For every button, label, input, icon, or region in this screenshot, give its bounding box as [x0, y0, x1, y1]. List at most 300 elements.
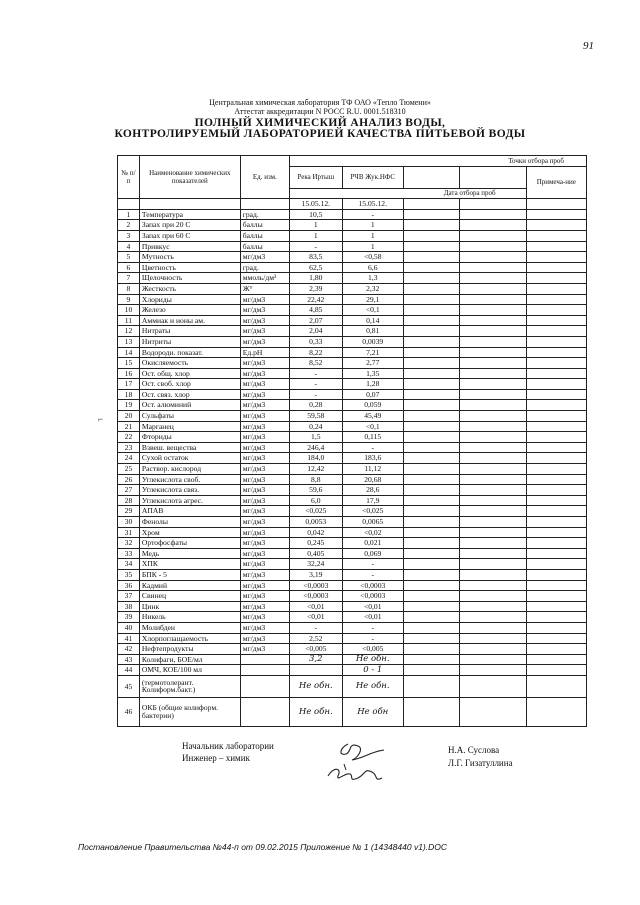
- parameter-name: ОКБ (общие колиформ. бактерии): [139, 697, 240, 726]
- unit: мг/дм3: [240, 506, 289, 517]
- parameter-name: Мутность: [139, 252, 240, 263]
- empty-cell: [526, 421, 586, 432]
- sig-name-suslova: Н.А. Суслова: [448, 745, 500, 755]
- row-number: 39: [118, 612, 140, 623]
- empty-cell: [403, 379, 459, 390]
- table-row: [118, 697, 587, 726]
- empty-cell: [403, 241, 459, 252]
- empty-cell: [526, 559, 586, 570]
- row-number: 37: [118, 591, 140, 602]
- value-river: 0,245: [290, 538, 343, 549]
- value-rchv: <0,01: [342, 601, 403, 612]
- empty-cell: [526, 400, 586, 411]
- table-row: [118, 612, 587, 623]
- parameter-name: Нитриты: [139, 336, 240, 347]
- value-rchv: -: [342, 559, 403, 570]
- parameter-name: Водородн. показат.: [139, 347, 240, 358]
- empty-cell: [403, 252, 459, 263]
- value-river: 2,52: [290, 633, 343, 644]
- empty-cell: [403, 548, 459, 559]
- table-row: [118, 474, 587, 485]
- value-river: <0,01: [290, 612, 343, 623]
- table-row: [118, 252, 587, 263]
- parameter-name: ХПК: [139, 559, 240, 570]
- parameter-name: Запах при 60 С: [139, 230, 240, 241]
- value-rchv: 45,49: [342, 411, 403, 422]
- value-rchv: 6,6: [342, 262, 403, 273]
- empty-cell: [459, 453, 526, 464]
- table-row: [118, 230, 587, 241]
- unit: Ед.pH: [240, 347, 289, 358]
- unit: мг/дм3: [240, 612, 289, 623]
- empty-cell: [526, 601, 586, 612]
- unit: мг/дм3: [240, 432, 289, 443]
- empty-cell: [526, 305, 586, 316]
- value-river: 0,28: [290, 400, 343, 411]
- value-rchv: 0,021: [342, 538, 403, 549]
- value-rchv: 1: [342, 230, 403, 241]
- empty-cell: [526, 474, 586, 485]
- value-rchv: <0,1: [342, 305, 403, 316]
- empty-cell: [459, 400, 526, 411]
- value-river: <0,005: [290, 644, 343, 655]
- empty-cell: [403, 517, 459, 528]
- table-row: [118, 315, 587, 326]
- row-number: 20: [118, 411, 140, 422]
- unit: мг/дм3: [240, 315, 289, 326]
- empty-cell: [526, 665, 586, 676]
- empty-cell: [459, 622, 526, 633]
- empty-cell: [526, 315, 586, 326]
- value-river: 1: [290, 230, 343, 241]
- parameter-name: Взвеш. вещества: [139, 442, 240, 453]
- row-number: 21: [118, 421, 140, 432]
- row-number: 2: [118, 220, 140, 231]
- empty-cell: [459, 697, 526, 726]
- empty-cell: [526, 538, 586, 549]
- value-river: 246,4: [290, 442, 343, 453]
- empty-cell: [526, 389, 586, 400]
- value-rchv: 1,28: [342, 379, 403, 390]
- value-rchv: <0,025: [342, 506, 403, 517]
- empty-cell: [526, 411, 586, 422]
- table-row: [118, 347, 587, 358]
- empty-cell: [459, 644, 526, 655]
- handwritten-signature-icon: [318, 738, 398, 788]
- value-rchv: 0,07: [342, 389, 403, 400]
- row-number: 35: [118, 569, 140, 580]
- table-row: [118, 326, 587, 337]
- unit: мг/дм3: [240, 601, 289, 612]
- row-number: 36: [118, 580, 140, 591]
- empty-cell: [459, 633, 526, 644]
- row-number: 4: [118, 241, 140, 252]
- unit: баллы: [240, 241, 289, 252]
- value-rchv: <0,58: [342, 252, 403, 263]
- value-rchv: <0,005: [342, 644, 403, 655]
- doc-title-line1: ПОЛНЫЙ ХИМИЧЕСКИЙ АНАЛИЗ ВОДЫ,: [194, 117, 446, 129]
- empty-cell: [459, 548, 526, 559]
- parameter-name: Фториды: [139, 432, 240, 443]
- parameter-name: Медь: [139, 548, 240, 559]
- empty-cell: [459, 506, 526, 517]
- unit: мг/дм3: [240, 464, 289, 475]
- value-rchv: 1: [342, 220, 403, 231]
- empty-cell: [459, 665, 526, 676]
- table-row: [118, 358, 587, 369]
- empty-cell: [459, 294, 526, 305]
- empty-cell: [459, 601, 526, 612]
- value-rchv: -: [342, 442, 403, 453]
- unit: мг/дм3: [240, 559, 289, 570]
- row-number: 29: [118, 506, 140, 517]
- value-river: 22,42: [290, 294, 343, 305]
- empty-cell: [459, 305, 526, 316]
- unit: баллы: [240, 230, 289, 241]
- parameter-name: БПК - 5: [139, 569, 240, 580]
- empty-cell: [526, 580, 586, 591]
- value-river: 0,24: [290, 421, 343, 432]
- empty-cell: [526, 633, 586, 644]
- value-river: <0,0003: [290, 580, 343, 591]
- empty-cell: [403, 559, 459, 570]
- parameter-name: Сухой остаток: [139, 453, 240, 464]
- row-number: 3: [118, 230, 140, 241]
- empty-cell: [403, 697, 459, 726]
- header-dates: Дата отбора проб: [290, 188, 527, 199]
- empty-cell: [526, 432, 586, 443]
- table-row: [118, 336, 587, 347]
- unit: [240, 654, 289, 665]
- parameter-name: Кадмий: [139, 580, 240, 591]
- empty-cell: [403, 527, 459, 538]
- empty-cell: [459, 580, 526, 591]
- table-row: [118, 654, 587, 665]
- value-river: 59,58: [290, 411, 343, 422]
- value-river: 2,04: [290, 326, 343, 337]
- row-number: 12: [118, 326, 140, 337]
- empty-cell: [403, 230, 459, 241]
- value-rchv: <0,0003: [342, 591, 403, 602]
- value-river: 32,24: [290, 559, 343, 570]
- row-number: 22: [118, 432, 140, 443]
- empty-cell: [526, 209, 586, 220]
- value-rchv: 0,115: [342, 432, 403, 443]
- value-river: 6,0: [290, 495, 343, 506]
- value-river: 2,39: [290, 283, 343, 294]
- empty-cell: [403, 262, 459, 273]
- value-rchv: <0,01: [342, 612, 403, 623]
- table-row: [118, 464, 587, 475]
- value-rchv: <0,02: [342, 527, 403, 538]
- empty-cell: [403, 389, 459, 400]
- row-number: 14: [118, 347, 140, 358]
- unit: мг/дм3: [240, 442, 289, 453]
- value-river: <0,0003: [290, 591, 343, 602]
- value-rchv: 2,32: [342, 283, 403, 294]
- unit: мг/дм3: [240, 633, 289, 644]
- empty-cell: [526, 220, 586, 231]
- empty-cell: [459, 315, 526, 326]
- row-number: 13: [118, 336, 140, 347]
- value-river: -: [290, 389, 343, 400]
- empty-cell: [526, 464, 586, 475]
- value-rchv: 183,6: [342, 453, 403, 464]
- table-row: [118, 389, 587, 400]
- empty-cell: [459, 262, 526, 273]
- unit: мг/дм3: [240, 527, 289, 538]
- unit: мг/дм3: [240, 379, 289, 390]
- empty-cell: [403, 612, 459, 623]
- parameter-name: (термотолерант. Колиформ.бакт.): [139, 675, 240, 697]
- table-row: [118, 305, 587, 316]
- empty-cell: [526, 347, 586, 358]
- value-rchv: 29,1: [342, 294, 403, 305]
- parameter-name: Марганец: [139, 421, 240, 432]
- header-empty-col4: [459, 166, 526, 188]
- table-row: [118, 432, 587, 443]
- parameter-name: Углекислота агрес.: [139, 495, 240, 506]
- unit: мг/дм3: [240, 389, 289, 400]
- unit: мг/дм3: [240, 517, 289, 528]
- empty-cell: [526, 273, 586, 284]
- table-row: [118, 294, 587, 305]
- unit: мг/дм3: [240, 421, 289, 432]
- row-number: 46: [118, 697, 140, 726]
- table-row: [118, 675, 587, 697]
- header-num: № п/п: [118, 156, 140, 199]
- empty-cell: [403, 601, 459, 612]
- table-row: [118, 665, 587, 676]
- table-row: [118, 273, 587, 284]
- unit: мг/дм3: [240, 644, 289, 655]
- empty-cell: [403, 209, 459, 220]
- value-rchv: 20,68: [342, 474, 403, 485]
- parameter-name: Углекислота связ.: [139, 485, 240, 496]
- empty-cell: [403, 400, 459, 411]
- value-rchv: -: [342, 569, 403, 580]
- value-rchv: 0,0065: [342, 517, 403, 528]
- value-river: 2,07: [290, 315, 343, 326]
- empty-cell: [403, 421, 459, 432]
- empty-cell: [526, 336, 586, 347]
- table-row: [118, 601, 587, 612]
- empty-cell: [459, 464, 526, 475]
- empty-cell: [526, 622, 586, 633]
- row-number: 40: [118, 622, 140, 633]
- empty-cell: [526, 379, 586, 390]
- table-row: [118, 220, 587, 231]
- value-river: [290, 665, 343, 676]
- unit: мг/дм3: [240, 453, 289, 464]
- row-number: 26: [118, 474, 140, 485]
- accreditation: Аттестат аккредитации N РОСС R.U. 0001.518310: [234, 107, 406, 116]
- empty-cell: [403, 411, 459, 422]
- empty-cell: [403, 358, 459, 369]
- empty-cell: [403, 485, 459, 496]
- empty-cell: [403, 591, 459, 602]
- parameter-name: Цветность: [139, 262, 240, 273]
- row-number: 31: [118, 527, 140, 538]
- unit: Ж°: [240, 283, 289, 294]
- value-rchv: 7,21: [342, 347, 403, 358]
- empty-cell: [459, 538, 526, 549]
- empty-cell: [403, 347, 459, 358]
- unit: мг/дм3: [240, 580, 289, 591]
- empty-cell: [403, 336, 459, 347]
- table-row: [118, 569, 587, 580]
- empty-cell: [403, 495, 459, 506]
- value-rchv: -: [342, 209, 403, 220]
- empty-cell: [526, 252, 586, 263]
- row-number: 42: [118, 644, 140, 655]
- parameter-name: Щелочность: [139, 273, 240, 284]
- table-row: [118, 411, 587, 422]
- parameter-name: Хлориды: [139, 294, 240, 305]
- empty-cell: [526, 527, 586, 538]
- value-river: 12,42: [290, 464, 343, 475]
- parameter-name: Температура: [139, 209, 240, 220]
- unit: мг/дм3: [240, 305, 289, 316]
- table-row: [118, 633, 587, 644]
- empty-cell: [459, 517, 526, 528]
- row-number: 11: [118, 315, 140, 326]
- value-river: 8,8: [290, 474, 343, 485]
- table-row: [118, 283, 587, 294]
- value-rchv: 2,77: [342, 358, 403, 369]
- unit: мг/дм3: [240, 368, 289, 379]
- unit: ммоль/дм³: [240, 273, 289, 284]
- parameter-name: Нитраты: [139, 326, 240, 337]
- empty-cell: [459, 379, 526, 390]
- value-rchv: Не обн: [342, 697, 403, 726]
- doc-title-line2: КОНТРОЛИРУЕМЫЙ ЛАБОРАТОРИЕЙ КАЧЕСТВА ПИТЬЕВОЙ ВОДЫ: [114, 128, 526, 140]
- value-rchv: Не обн.: [342, 675, 403, 697]
- empty-cell: [526, 358, 586, 369]
- parameter-name: Раствор. кислород: [139, 464, 240, 475]
- row-number: 17: [118, 379, 140, 390]
- value-rchv: 0,14: [342, 315, 403, 326]
- parameter-name: Запах при 20 С: [139, 220, 240, 231]
- parameter-name: Окисляемость: [139, 358, 240, 369]
- value-rchv: 11,12: [342, 464, 403, 475]
- empty-cell: [459, 326, 526, 337]
- value-rchv: -: [342, 622, 403, 633]
- empty-cell: [459, 474, 526, 485]
- unit: мг/дм3: [240, 326, 289, 337]
- empty-cell: [526, 368, 586, 379]
- parameter-name: АПАВ: [139, 506, 240, 517]
- header-river: Река Иртыш: [290, 166, 343, 188]
- margin-mark: ⌐: [98, 414, 104, 424]
- value-rchv: 0 - 1: [342, 665, 403, 676]
- unit: мг/дм3: [240, 538, 289, 549]
- header-empty-col3: [403, 166, 459, 188]
- empty-cell: [403, 644, 459, 655]
- empty-cell: [459, 495, 526, 506]
- empty-cell: [526, 569, 586, 580]
- empty-cell: [403, 315, 459, 326]
- empty-cell: [526, 506, 586, 517]
- empty-cell: [459, 241, 526, 252]
- row-number: 18: [118, 389, 140, 400]
- unit: мг/дм3: [240, 548, 289, 559]
- empty-cell: [459, 432, 526, 443]
- value-river: 4,85: [290, 305, 343, 316]
- row-number: 16: [118, 368, 140, 379]
- empty-cell: [403, 506, 459, 517]
- value-river: Не обн.: [290, 675, 343, 697]
- row-number: 34: [118, 559, 140, 570]
- table-row: [118, 559, 587, 570]
- empty-cell: [459, 411, 526, 422]
- empty-cell: [403, 538, 459, 549]
- empty-cell: [526, 230, 586, 241]
- row-number: 38: [118, 601, 140, 612]
- empty-cell: [459, 252, 526, 263]
- unit: баллы: [240, 220, 289, 231]
- value-river: 8,22: [290, 347, 343, 358]
- header-name: Наименование химических показателей: [139, 156, 240, 199]
- empty-cell: [403, 432, 459, 443]
- sig-role-head: Начальник лаборатории: [182, 741, 274, 751]
- empty-cell: [403, 474, 459, 485]
- date-col2: 15.05.12.: [342, 199, 403, 210]
- empty-cell: [526, 294, 586, 305]
- unit: мг/дм3: [240, 569, 289, 580]
- empty-cell: [403, 675, 459, 697]
- empty-cell: [526, 283, 586, 294]
- value-rchv: -: [342, 633, 403, 644]
- value-river: -: [290, 379, 343, 390]
- value-rchv: Не обн.: [342, 654, 403, 665]
- header-points: Точки отбора проб: [290, 156, 587, 167]
- row-number: 24: [118, 453, 140, 464]
- value-river: 10,5: [290, 209, 343, 220]
- empty-cell: [526, 262, 586, 273]
- empty-cell: [403, 283, 459, 294]
- empty-cell: [459, 527, 526, 538]
- value-river: 184,0: [290, 453, 343, 464]
- empty-cell: [459, 591, 526, 602]
- empty-cell: [526, 548, 586, 559]
- empty-cell: [526, 326, 586, 337]
- value-rchv: 0,0039: [342, 336, 403, 347]
- sig-role-engineer: Инженер – химик: [182, 753, 250, 763]
- value-river: <0,01: [290, 601, 343, 612]
- value-rchv: <0,1: [342, 421, 403, 432]
- parameter-name: Сульфаты: [139, 411, 240, 422]
- empty-cell: [459, 389, 526, 400]
- empty-cell: [403, 633, 459, 644]
- empty-cell: [526, 675, 586, 697]
- empty-cell: [526, 697, 586, 726]
- value-rchv: 28,6: [342, 485, 403, 496]
- parameter-name: Привкус: [139, 241, 240, 252]
- row-number: 1: [118, 209, 140, 220]
- unit: мг/дм3: [240, 474, 289, 485]
- value-river: Не обн.: [290, 697, 343, 726]
- table-row: [118, 644, 587, 655]
- empty-cell: [459, 230, 526, 241]
- row-number: 25: [118, 464, 140, 475]
- row-number: 15: [118, 358, 140, 369]
- row-number: 32: [118, 538, 140, 549]
- row-number: 10: [118, 305, 140, 316]
- table-row: [118, 548, 587, 559]
- table-row: [118, 262, 587, 273]
- value-river: 1,5: [290, 432, 343, 443]
